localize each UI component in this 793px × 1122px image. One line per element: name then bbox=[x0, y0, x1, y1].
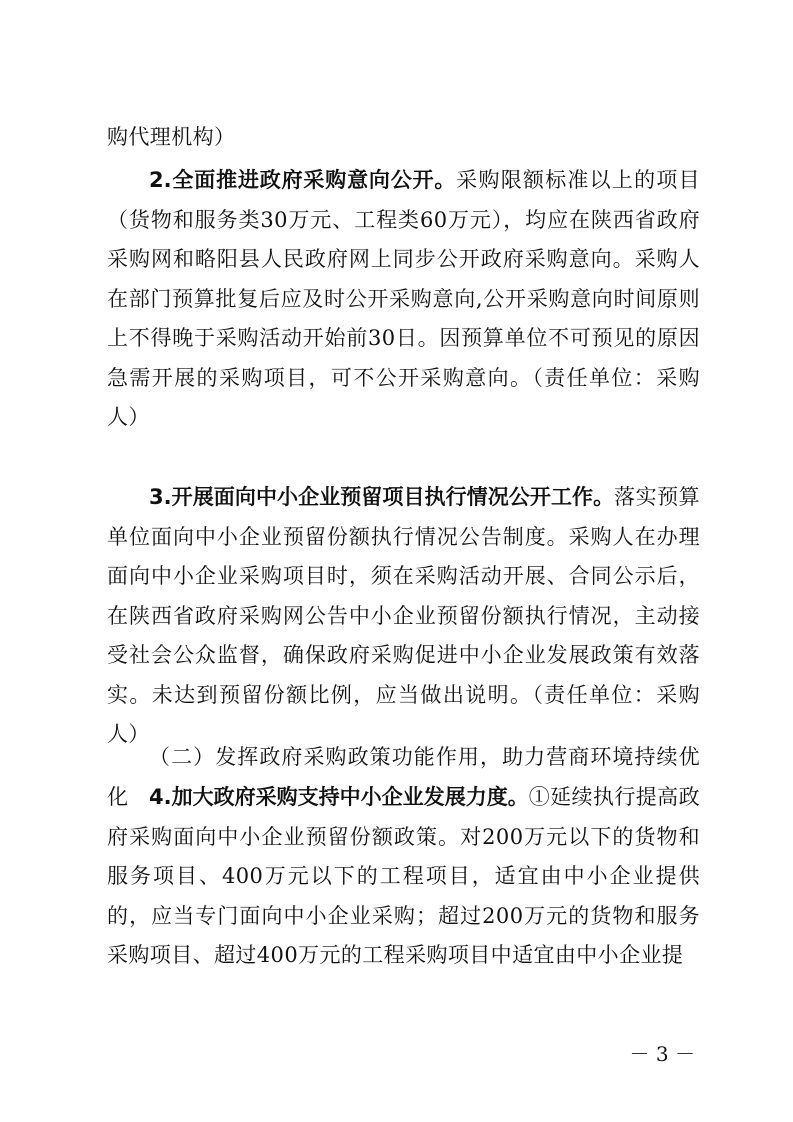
page-number: － 3 － bbox=[629, 1042, 695, 1066]
paragraph-continuation bbox=[107, 118, 700, 158]
item-heading: 3.开展面向中小企业预留项目执行情况公开工作。 bbox=[149, 485, 615, 509]
item-heading: 4.加大政府采购支持中小企业发展力度。 bbox=[149, 785, 529, 809]
paragraph-text: ①延续执行提高政府采购面向中小企业预留份额政策。对200万元以下的货物和服务项目、400万元以下的工程项目，适宜由中小企业提供的，应当专门面向中小企业采购；超过200万元的货物和服务采购项目、超过400万元的工程采购项目中适宜由中小企业提 bbox=[107, 785, 700, 967]
section-heading-text: （二）发挥政府采购政策功能作用，助力营商环境持续优化 bbox=[107, 745, 700, 809]
item-heading: 2.全面推进政府采购意向公开。 bbox=[149, 168, 457, 192]
paragraph-text: 落实预算单位面向中小企业预留份额执行情况公告制度。采购人在办理面向中小企业采购项目时，须在采购活动开展、合同公示后，在陕西省政府采购网公告中小企业预留份额执行情况，主动接受社会公众监督，确保政府采购促进中小企业发展政策有效落实。未达到预留份额比例，应当做出说明。（责任单位：采购人） bbox=[107, 485, 700, 746]
paragraph-item-3 bbox=[107, 478, 700, 755]
paragraph-text: 采购限额标准以上的项目（货物和服务类30万元、工程类60万元），均应在陕西省政府采购网和略阳县人民政府网上同步公开政府采购意向。采购人在部门预算批复后应及时公开采购意向,公开采购意向时间原则上不得晚于采购活动开始前30日。因预算单位不可预见的原因急需开展的采购项目，可不公开采购意向。（责任单位：采购人） bbox=[107, 168, 700, 429]
paragraph-text: 购代理机构） bbox=[107, 125, 236, 149]
paragraph-item-2 bbox=[107, 161, 700, 438]
paragraph-item-4 bbox=[107, 778, 700, 976]
